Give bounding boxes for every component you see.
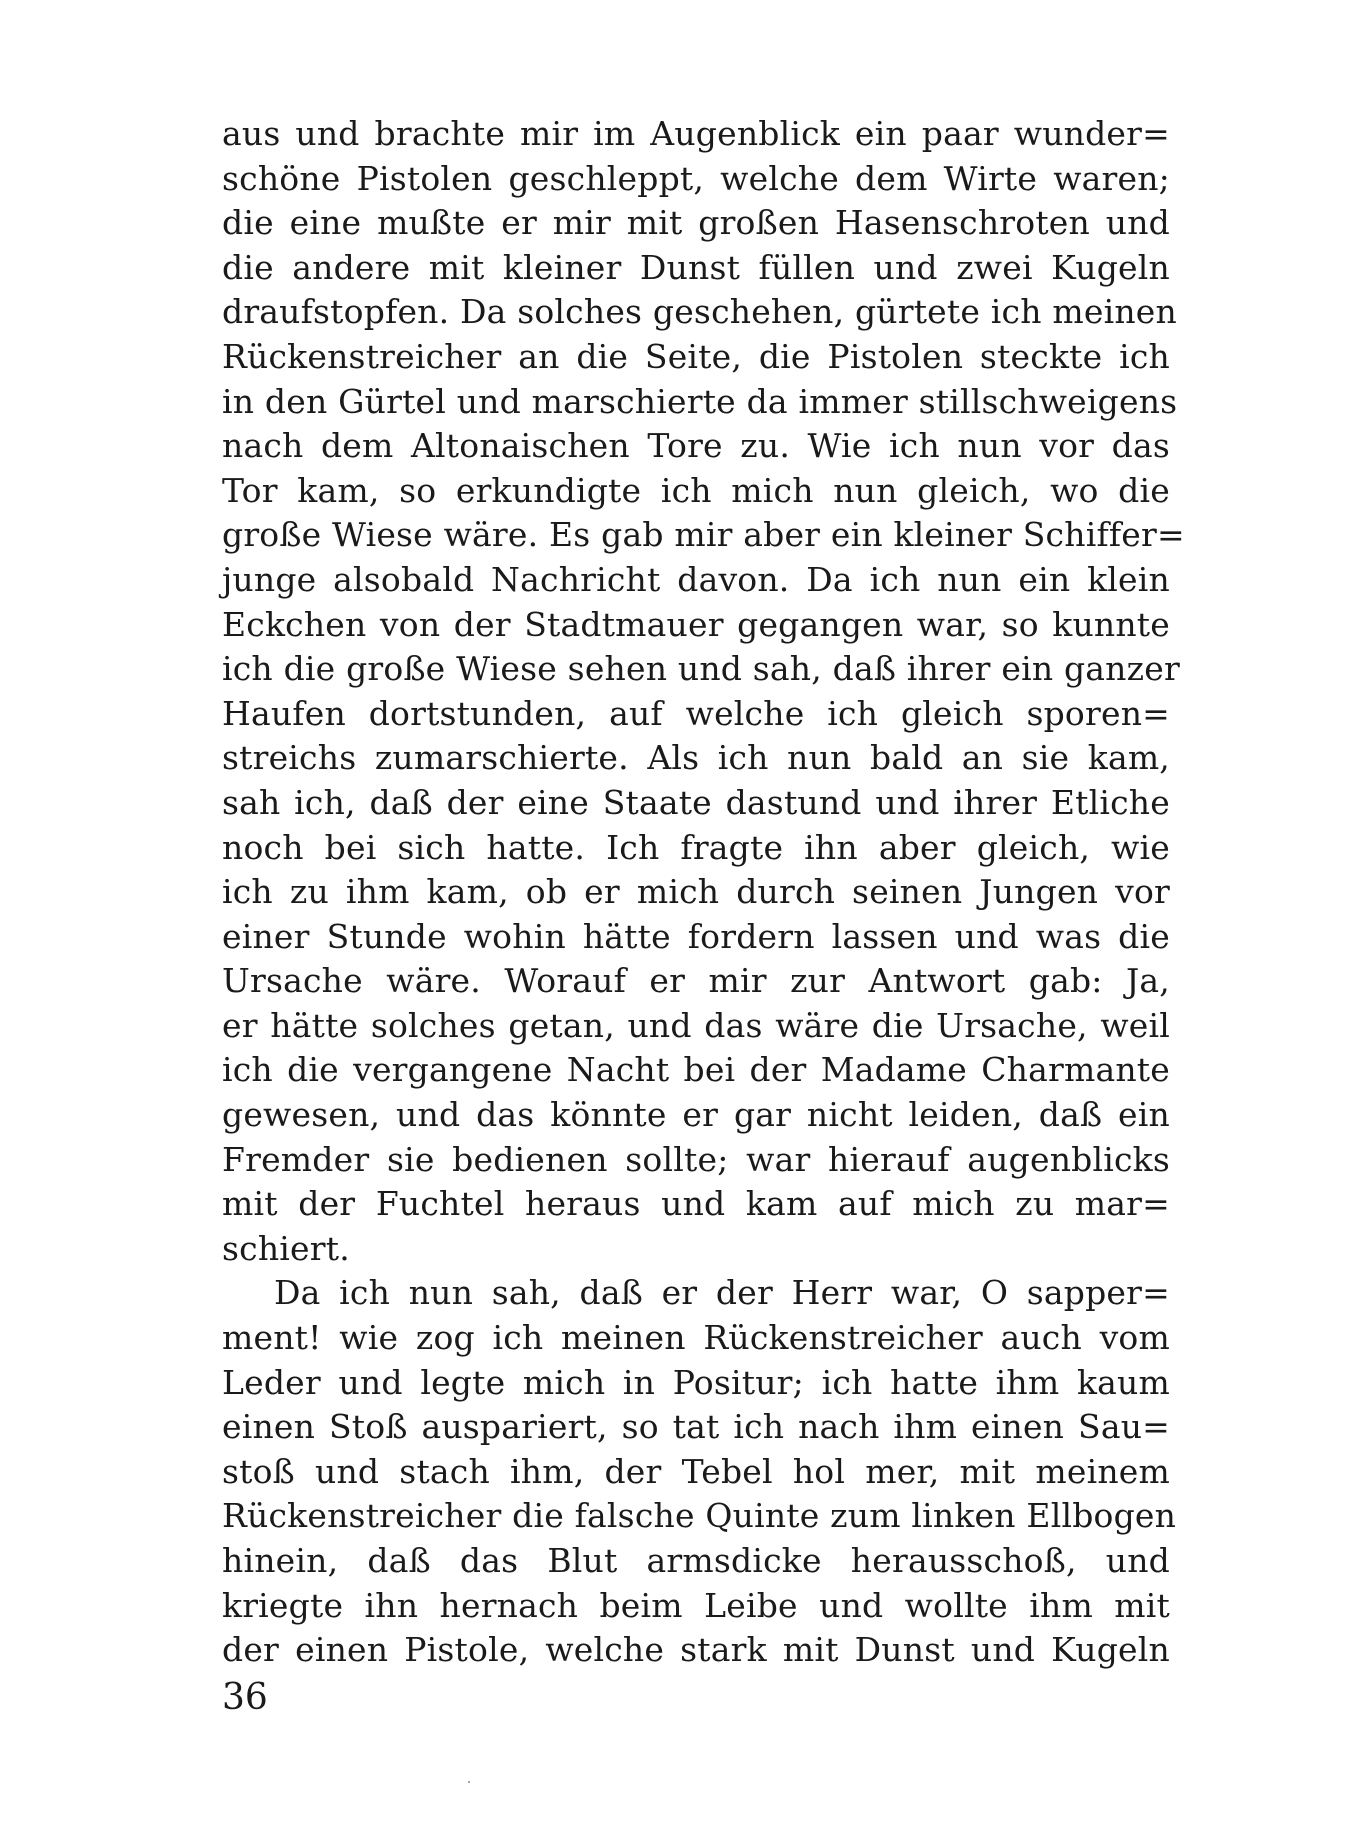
page-number: 36 [222, 1677, 268, 1718]
text-line: schiert. [222, 1228, 350, 1268]
paragraph [222, 1271, 1177, 1672]
text-line: nach dem Altonaischen Tore zu. Wie ich nun vor das [222, 426, 1170, 466]
text-line: Eckchen von der Stadtmauer gegangen war, so kunnte [222, 604, 1170, 644]
text-line: die eine mußte er mir mit großen Hasenschroten und [222, 203, 1170, 243]
text-line: aus und brachte mir im Augenblick ein paar wunder= [222, 114, 1170, 153]
text-line: junge alsobald Nachricht davon. Da ich nun ein klein [222, 559, 1170, 599]
paper-speck [468, 1781, 470, 1783]
text-line: Ursache wäre. Worauf er mir zur Antwort gab: Ja, [222, 961, 1170, 1001]
text-line: mit der Fuchtel heraus und kam auf mich zu mar= [222, 1184, 1170, 1224]
paragraph [222, 112, 1185, 1271]
text-line: ich die vergangene Nacht bei der Madame Charmante [222, 1050, 1170, 1090]
text-line: in den Gürtel und marschierte da immer stillschweigens [222, 381, 1178, 421]
text-line: Da ich nun sah, daß er der Herr war, O sapper= [274, 1273, 1170, 1313]
text-line: einen Stoß auspariert, so tat ich nach ihm einen Sau= [222, 1407, 1170, 1447]
text-line: Rückenstreicher an die Seite, die Pistolen steckte ich [222, 336, 1170, 376]
text-line: große Wiese wäre. Es gab mir aber ein kleiner Schiffer= [222, 515, 1185, 555]
text-line: kriegte ihn hernach beim Leibe und wollte ihm mit [222, 1585, 1170, 1625]
text-line: einer Stunde wohin hätte fordern lassen und was die [222, 916, 1170, 956]
text-line: Fremder sie bedienen sollte; war hierauf augenblicks [222, 1139, 1170, 1179]
body-text [222, 112, 1185, 1673]
text-line: die andere mit kleiner Dunst füllen und zwei Kugeln [222, 247, 1170, 287]
text-line: er hätte solches getan, und das wäre die Ursache, weil [222, 1005, 1170, 1045]
text-line: gewesen, und das könnte er gar nicht leiden, daß ein [222, 1095, 1170, 1135]
text-line: hinein, daß das Blut armsdicke herausschoß, und [222, 1541, 1170, 1580]
text-line: ich zu ihm kam, ob er mich durch seinen Jungen vor [222, 872, 1170, 912]
text-line: Tor kam, so erkundigte ich mich nun gleich, wo die [222, 470, 1170, 510]
text-line: der einen Pistole, welche stark mit Dunst und Kugeln [222, 1630, 1170, 1670]
text-line: sah ich, daß der eine Staate dastund und ihrer Etliche [222, 782, 1170, 822]
text-line: Haufen dortstunden, auf welche ich gleich sporen= [222, 693, 1170, 733]
text-line: stoß und stach ihm, der Tebel hol mer, mit meinem [222, 1451, 1170, 1491]
text-line: Rückenstreicher die falsche Quinte zum linken Ellbogen [222, 1496, 1177, 1536]
text-line: Leder und legte mich in Positur; ich hatte ihm kaum [222, 1362, 1170, 1402]
text-line: noch bei sich hatte. Ich fragte ihn aber gleich, wie [222, 827, 1170, 867]
text-line: ich die große Wiese sehen und sah, daß ihrer ein ganzer [222, 649, 1180, 689]
text-line: ment! wie zog ich meinen Rückenstreicher auch vom [222, 1318, 1170, 1358]
text-line: draufstopfen. Da solches geschehen, gürtete ich meinen [222, 292, 1177, 332]
text-line: streichs zumarschierte. Als ich nun bald an sie kam, [222, 738, 1170, 778]
text-line: schöne Pistolen geschleppt, welche dem Wirte waren; [222, 158, 1170, 198]
